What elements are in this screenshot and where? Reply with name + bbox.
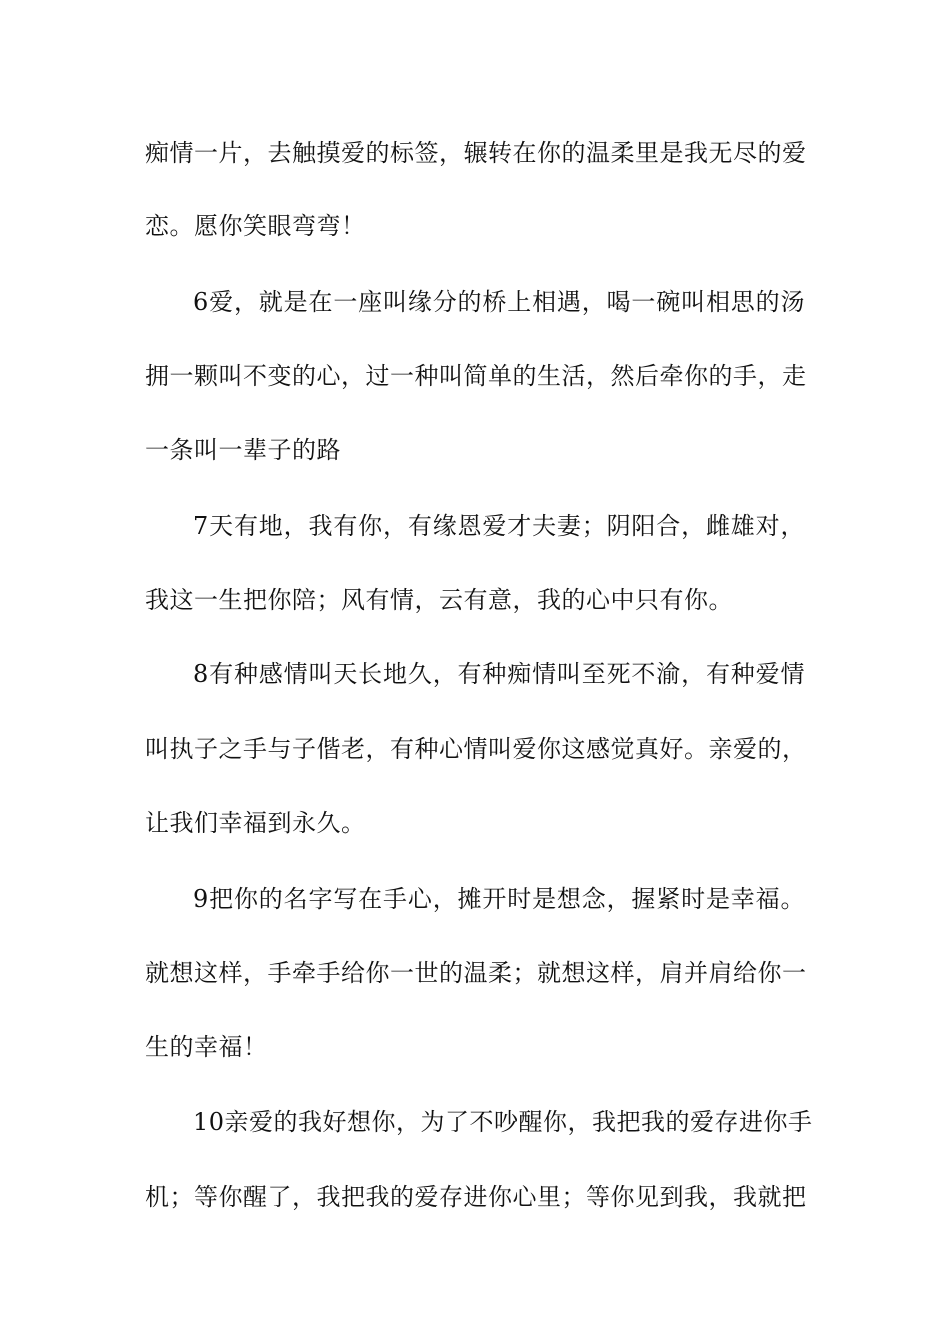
paragraph-line: 7天有地，我有你，有缘恩爱才夫妻；阴阳合，雌雄对， <box>193 512 805 540</box>
paragraph-line: 拥一颗叫不变的心，过一种叫简单的生活，然后牵你的手，走 <box>145 362 807 390</box>
paragraph-line: 机；等你醒了，我把我的爱存进你心里；等你见到我，我就把 <box>145 1183 807 1211</box>
paragraph-line: 6爱，就是在一座叫缘分的桥上相遇，喝一碗叫相思的汤 <box>193 288 805 316</box>
paragraph-line: 让我们幸福到永久。 <box>145 809 366 837</box>
paragraph-line: 一条叫一辈子的路 <box>145 436 341 464</box>
paragraph-line: 10亲爱的我好想你，为了不吵醒你，我把我的爱存进你手 <box>193 1108 813 1136</box>
paragraph-line: 恋。愿你笑眼弯弯！ <box>145 212 366 240</box>
paragraph-line: 生的幸福！ <box>145 1033 268 1061</box>
paragraph-line: 9把你的名字写在手心，摊开时是想念，握紧时是幸福。 <box>193 885 805 913</box>
paragraph-line: 痴情一片，去触摸爱的标签，辗转在你的温柔里是我无尽的爱 <box>145 139 807 167</box>
paragraph-line: 叫执子之手与子偕老，有种心情叫爱你这感觉真好。亲爱的， <box>145 735 807 763</box>
paragraph-line: 我这一生把你陪；风有情，云有意，我的心中只有你。 <box>145 586 733 614</box>
paragraph-line: 8有种感情叫天长地久，有种痴情叫至死不渝，有种爱情 <box>193 660 805 688</box>
paragraph-line: 就想这样，手牵手给你一世的温柔；就想这样，肩并肩给你一 <box>145 959 807 987</box>
